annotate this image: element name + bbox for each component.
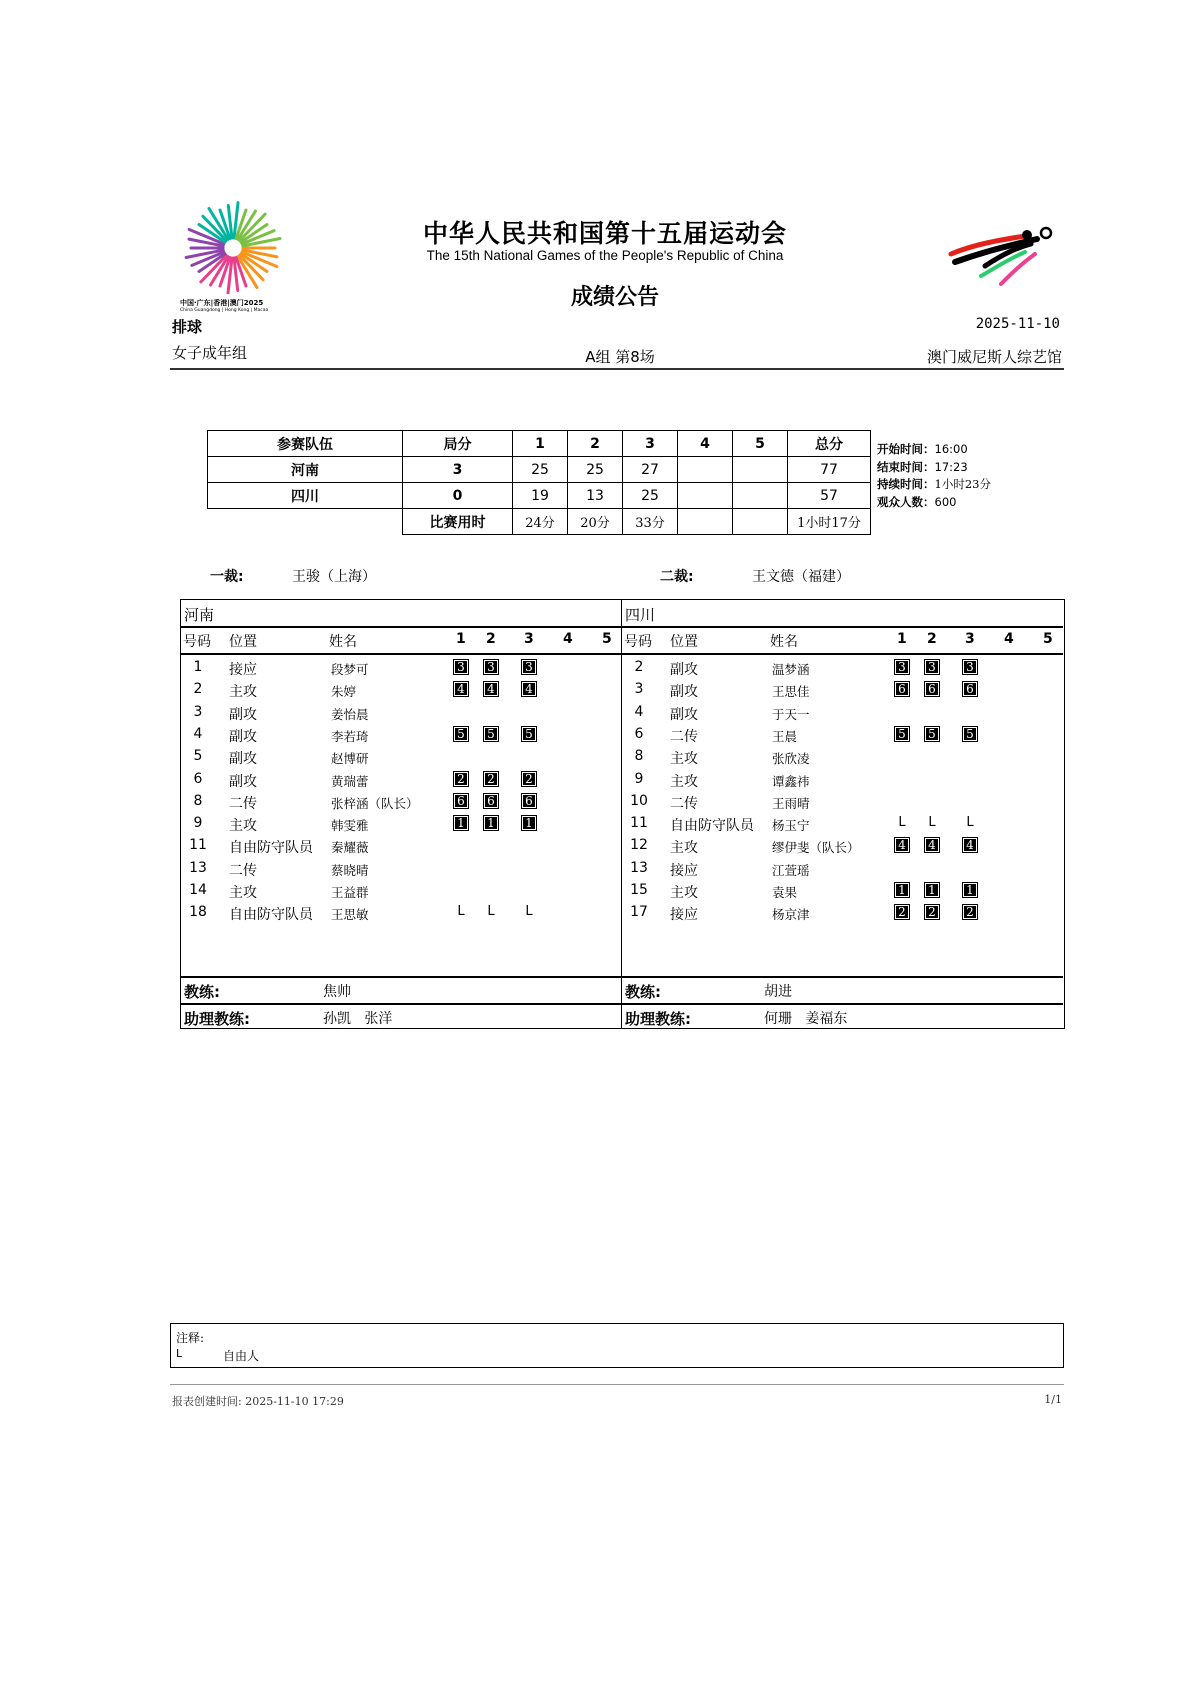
venue: 澳门威尼斯人综艺馆 bbox=[926, 348, 1062, 366]
roster-rule bbox=[622, 626, 1063, 628]
starting-position-box: 1 bbox=[894, 882, 910, 898]
starting-position-box: 2 bbox=[924, 904, 940, 920]
libero-marker: L bbox=[457, 904, 465, 920]
score-row-team-2 bbox=[208, 483, 871, 509]
col-set-header: 2 bbox=[927, 631, 937, 647]
set-score bbox=[733, 457, 788, 483]
roster-team-name: 河南 bbox=[184, 606, 215, 624]
player-position: 二传 bbox=[670, 795, 698, 812]
player-name: 王雨晴 bbox=[772, 795, 810, 811]
player-number: 11 bbox=[189, 837, 207, 854]
player-row bbox=[181, 901, 621, 923]
player-row bbox=[181, 768, 621, 790]
assistant-coach-label: 助理教练: bbox=[184, 1010, 250, 1028]
notes-meaning: 自由人 bbox=[223, 1349, 260, 1363]
roster-team-name: 四川 bbox=[625, 606, 656, 624]
player-name: 段梦可 bbox=[331, 662, 369, 677]
player-position: 接应 bbox=[670, 862, 698, 879]
player-position: 副攻 bbox=[229, 751, 257, 768]
roster-rule bbox=[181, 653, 621, 655]
sport-name: 排球 bbox=[172, 318, 203, 336]
player-name: 张梓涵（队长） bbox=[331, 795, 419, 811]
player-position: 二传 bbox=[229, 862, 257, 879]
player-name: 王思佳 bbox=[772, 684, 810, 700]
player-position: 主攻 bbox=[229, 885, 257, 901]
start-time: 开始时间：16:00 bbox=[877, 442, 968, 456]
player-name: 江萱瑶 bbox=[772, 862, 810, 878]
assistant-coach-names: 孙凯 张洋 bbox=[323, 1011, 393, 1027]
player-position: 主攻 bbox=[670, 751, 698, 768]
page-number: 1/1 bbox=[1044, 1393, 1062, 1406]
notes-key: L bbox=[176, 1347, 183, 1360]
starting-position-box: 1 bbox=[924, 882, 940, 898]
player-row bbox=[181, 656, 621, 678]
starting-position-box: 3 bbox=[483, 659, 499, 675]
libero-marker: L bbox=[928, 815, 936, 831]
team-name: 四川 bbox=[208, 483, 403, 509]
empty-cell bbox=[208, 509, 403, 535]
starting-position-box: 5 bbox=[521, 726, 537, 742]
col-set3-header: 3 bbox=[623, 431, 678, 457]
set-score: 25 bbox=[623, 483, 678, 509]
player-number: 4 bbox=[634, 703, 644, 720]
player-number: 13 bbox=[630, 859, 648, 876]
player-row bbox=[181, 812, 621, 834]
second-referee-name: 王文德（福建） bbox=[752, 569, 850, 585]
starting-position-box: 6 bbox=[453, 793, 469, 809]
notes-box bbox=[170, 1323, 1064, 1368]
player-name: 袁果 bbox=[772, 885, 798, 900]
player-number: 6 bbox=[193, 770, 203, 787]
starting-position-box: 3 bbox=[962, 659, 978, 675]
player-number: 14 bbox=[189, 882, 207, 898]
duration: 持续时间：1小时23分 bbox=[877, 477, 991, 491]
col-set5-header: 5 bbox=[733, 431, 788, 457]
player-position: 主攻 bbox=[670, 885, 698, 901]
player-row bbox=[622, 834, 1063, 856]
first-referee-label: 一裁: bbox=[210, 569, 244, 585]
player-number: 8 bbox=[634, 748, 644, 765]
player-number: 15 bbox=[630, 882, 648, 898]
starting-position-box: 6 bbox=[962, 681, 978, 697]
player-row bbox=[181, 834, 621, 856]
player-position: 主攻 bbox=[229, 818, 257, 835]
player-name: 李若琦 bbox=[331, 728, 369, 744]
player-row bbox=[181, 879, 621, 901]
set-score: 19 bbox=[513, 483, 568, 509]
starting-position-box: 4 bbox=[521, 681, 537, 697]
player-number: 9 bbox=[193, 815, 203, 832]
set-score: 27 bbox=[623, 457, 678, 483]
player-position: 接应 bbox=[670, 907, 698, 924]
player-number: 10 bbox=[630, 792, 648, 809]
spectators: 观众人数：600 bbox=[877, 494, 957, 509]
starting-position-box: 6 bbox=[924, 681, 940, 697]
starting-position-box: 5 bbox=[924, 726, 940, 742]
player-row bbox=[622, 790, 1063, 812]
player-number: 3 bbox=[634, 681, 644, 698]
player-number: 18 bbox=[189, 904, 207, 921]
col-name-header: 姓名 bbox=[770, 634, 798, 650]
player-position: 副攻 bbox=[670, 662, 698, 678]
player-number: 5 bbox=[193, 748, 203, 765]
report-created-time: 报表创建时间: 2025-11-10 17:29 bbox=[172, 1395, 344, 1408]
assistant-coach-row bbox=[181, 1004, 621, 1030]
total-duration: 1小时17分 bbox=[788, 509, 871, 535]
logo-caption: 中国·广东|香港|澳门2025 bbox=[180, 299, 264, 307]
player-position: 接应 bbox=[229, 662, 257, 678]
player-row bbox=[622, 879, 1063, 901]
score-header-row bbox=[208, 431, 871, 457]
set-score bbox=[733, 483, 788, 509]
player-name: 王晨 bbox=[772, 728, 798, 744]
player-position: 主攻 bbox=[229, 684, 257, 701]
coach-row bbox=[622, 977, 1063, 1003]
col-set-header: 1 bbox=[897, 631, 907, 647]
set-score: 25 bbox=[513, 457, 568, 483]
player-row bbox=[181, 678, 621, 700]
set-score bbox=[678, 457, 733, 483]
col-set-header: 3 bbox=[965, 631, 975, 647]
match-info bbox=[877, 441, 991, 511]
match-date: 2025-11-10 bbox=[975, 316, 1060, 332]
player-position: 副攻 bbox=[670, 706, 698, 723]
duration-row bbox=[208, 509, 871, 535]
col-sets-header: 局分 bbox=[403, 431, 513, 457]
player-position: 副攻 bbox=[229, 773, 257, 790]
starting-position-box: 1 bbox=[483, 815, 499, 831]
set-duration: 20分 bbox=[568, 509, 623, 535]
games-title-en: The 15th National Games of the People's Republic of China bbox=[426, 248, 784, 263]
starting-position-box: 1 bbox=[453, 815, 469, 831]
assistant-coach-label: 助理教练: bbox=[625, 1010, 691, 1028]
event-category: 女子成年组 bbox=[172, 344, 248, 362]
col-num-header: 号码 bbox=[183, 634, 211, 650]
sets-won: 0 bbox=[403, 483, 513, 509]
player-number: 1 bbox=[193, 659, 203, 675]
header-divider bbox=[170, 368, 1064, 370]
player-number: 2 bbox=[193, 681, 203, 698]
player-position: 二传 bbox=[229, 795, 257, 812]
set-duration: 24分 bbox=[513, 509, 568, 535]
player-row bbox=[622, 701, 1063, 723]
score-table bbox=[207, 430, 871, 535]
starting-position-box: 4 bbox=[962, 837, 978, 853]
player-row bbox=[622, 812, 1063, 834]
player-position: 自由防守队员 bbox=[229, 907, 313, 924]
volleyball-player-icon bbox=[945, 222, 1055, 288]
end-time: 结束时间：17:23 bbox=[877, 459, 968, 474]
starting-position-box: 5 bbox=[483, 726, 499, 742]
starting-position-box: 5 bbox=[894, 726, 910, 742]
games-flower-logo-icon bbox=[178, 198, 288, 294]
col-set-header: 5 bbox=[1043, 631, 1053, 647]
player-number: 12 bbox=[630, 837, 648, 854]
starting-position-box: 6 bbox=[521, 793, 537, 809]
first-referee-name: 王骏（上海） bbox=[292, 569, 376, 585]
logo-subcaption: China Guangdong | Hong Kong | Macao bbox=[180, 308, 269, 313]
team-panel-sichuan bbox=[622, 600, 1063, 1028]
player-row bbox=[181, 745, 621, 767]
player-name: 温梦涵 bbox=[772, 662, 810, 677]
sets-won: 3 bbox=[403, 457, 513, 483]
player-number: 3 bbox=[193, 703, 203, 720]
match-group: A组 第8场 bbox=[585, 348, 655, 366]
col-team-header: 参赛队伍 bbox=[208, 431, 403, 457]
starting-position-box: 3 bbox=[894, 659, 910, 675]
player-number: 4 bbox=[193, 725, 203, 742]
starting-position-box: 3 bbox=[924, 659, 940, 675]
libero-marker: L bbox=[525, 904, 533, 920]
libero-marker: L bbox=[487, 904, 495, 920]
player-name: 黄瑞蕾 bbox=[331, 773, 369, 789]
footer-divider bbox=[170, 1384, 1064, 1385]
player-name: 谭鑫祎 bbox=[772, 773, 810, 789]
col-set-header: 2 bbox=[486, 631, 496, 647]
team-name: 河南 bbox=[208, 457, 403, 483]
starting-position-box: 6 bbox=[483, 793, 499, 809]
second-referee-label: 二裁: bbox=[660, 569, 694, 585]
starting-position-box: 1 bbox=[521, 815, 537, 831]
player-row bbox=[622, 901, 1063, 923]
starting-position-box: 2 bbox=[962, 904, 978, 920]
player-row bbox=[181, 790, 621, 812]
games-logo bbox=[178, 198, 288, 316]
player-row bbox=[622, 768, 1063, 790]
starting-position-box: 3 bbox=[453, 659, 469, 675]
player-name: 王思敏 bbox=[331, 907, 369, 923]
player-row bbox=[622, 656, 1063, 678]
player-position: 二传 bbox=[670, 728, 698, 745]
col-set-header: 5 bbox=[602, 631, 612, 647]
col-name-header: 姓名 bbox=[329, 634, 357, 650]
coach-name: 焦帅 bbox=[323, 984, 351, 1000]
set-duration bbox=[678, 509, 733, 535]
player-position: 副攻 bbox=[670, 684, 698, 701]
player-row bbox=[622, 745, 1063, 767]
roster-rule bbox=[622, 653, 1063, 655]
player-name: 赵博研 bbox=[331, 751, 369, 767]
roster-rule bbox=[181, 626, 621, 628]
duration-label: 比赛用时 bbox=[403, 509, 513, 535]
set-duration bbox=[733, 509, 788, 535]
total-points: 57 bbox=[788, 483, 871, 509]
starting-position-box: 2 bbox=[521, 771, 537, 787]
player-position: 自由防守队员 bbox=[670, 818, 754, 835]
libero-marker: L bbox=[966, 815, 974, 831]
score-row-team-1 bbox=[208, 457, 871, 483]
starting-position-box: 4 bbox=[453, 681, 469, 697]
player-name: 朱婷 bbox=[331, 684, 357, 700]
player-name: 缪伊斐（队长） bbox=[772, 840, 860, 856]
roster-section bbox=[180, 599, 1065, 1029]
starting-position-box: 4 bbox=[483, 681, 499, 697]
player-position: 自由防守队员 bbox=[229, 840, 313, 857]
player-position: 副攻 bbox=[229, 706, 257, 723]
col-set-header: 4 bbox=[563, 631, 573, 647]
player-position: 主攻 bbox=[670, 840, 698, 857]
player-name: 杨玉宁 bbox=[772, 818, 810, 834]
set-score bbox=[678, 483, 733, 509]
starting-position-box: 2 bbox=[453, 771, 469, 787]
col-set-header: 4 bbox=[1004, 631, 1014, 647]
player-row bbox=[181, 857, 621, 879]
player-row bbox=[622, 723, 1063, 745]
libero-marker: L bbox=[898, 815, 906, 831]
starting-position-box: 4 bbox=[924, 837, 940, 853]
player-name: 姜怡晨 bbox=[331, 706, 369, 722]
player-row bbox=[181, 723, 621, 745]
team-panel-henan bbox=[181, 600, 622, 1028]
player-row bbox=[622, 678, 1063, 700]
col-set4-header: 4 bbox=[678, 431, 733, 457]
total-points: 77 bbox=[788, 457, 871, 483]
player-row bbox=[181, 701, 621, 723]
col-set2-header: 2 bbox=[568, 431, 623, 457]
player-row bbox=[622, 857, 1063, 879]
starting-position-box: 3 bbox=[521, 659, 537, 675]
coach-label: 教练: bbox=[184, 983, 220, 1001]
col-pos-header: 位置 bbox=[229, 634, 257, 650]
player-name: 蔡晓晴 bbox=[331, 862, 369, 878]
player-number: 13 bbox=[189, 859, 207, 876]
col-num-header: 号码 bbox=[624, 634, 652, 650]
col-set-header: 1 bbox=[456, 631, 466, 647]
starting-position-box: 2 bbox=[894, 904, 910, 920]
set-score: 13 bbox=[568, 483, 623, 509]
assistant-coach-row bbox=[622, 1004, 1063, 1030]
set-score: 25 bbox=[568, 457, 623, 483]
player-number: 17 bbox=[630, 904, 648, 921]
player-name: 王益群 bbox=[331, 885, 369, 900]
starting-position-box: 4 bbox=[894, 837, 910, 853]
player-number: 6 bbox=[634, 725, 644, 742]
col-set1-header: 1 bbox=[513, 431, 568, 457]
notes-title: 注释: bbox=[176, 1331, 205, 1345]
coach-name: 胡进 bbox=[764, 984, 792, 1000]
player-number: 8 bbox=[193, 792, 203, 809]
coach-label: 教练: bbox=[625, 983, 661, 1001]
player-name: 张欣凌 bbox=[772, 751, 810, 767]
document-title: 成绩公告 bbox=[570, 285, 659, 310]
player-position: 副攻 bbox=[229, 728, 257, 745]
col-pos-header: 位置 bbox=[670, 634, 698, 650]
col-set-header: 3 bbox=[524, 631, 534, 647]
starting-position-box: 2 bbox=[483, 771, 499, 787]
starting-position-box: 5 bbox=[962, 726, 978, 742]
player-number: 2 bbox=[634, 659, 644, 675]
starting-position-box: 6 bbox=[894, 681, 910, 697]
player-number: 9 bbox=[634, 770, 644, 787]
assistant-coach-names: 何珊 姜福东 bbox=[764, 1011, 848, 1027]
coach-row bbox=[181, 977, 621, 1003]
player-name: 韩雯雅 bbox=[331, 818, 369, 834]
starting-position-box: 5 bbox=[453, 726, 469, 742]
player-name: 杨京津 bbox=[772, 907, 810, 923]
col-total-header: 总分 bbox=[788, 431, 871, 457]
player-name: 于天一 bbox=[772, 706, 810, 722]
player-position: 主攻 bbox=[670, 773, 698, 790]
games-title-cn: 中华人民共和国第十五届运动会 bbox=[422, 219, 787, 248]
set-duration: 33分 bbox=[623, 509, 678, 535]
starting-position-box: 1 bbox=[962, 882, 978, 898]
player-number: 11 bbox=[630, 815, 648, 832]
player-name: 秦耀薇 bbox=[331, 840, 369, 856]
